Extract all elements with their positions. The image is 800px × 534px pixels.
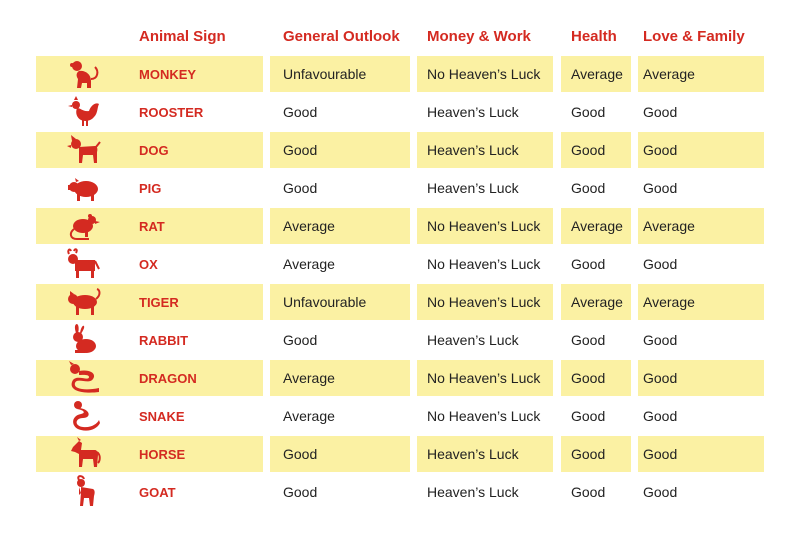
dragon-icon	[67, 361, 101, 395]
animal-sign-name: PIG	[139, 180, 162, 196]
health-value: Good	[561, 132, 631, 168]
pig-icon	[67, 171, 101, 205]
animal-sign-name: TIGER	[131, 284, 263, 320]
animal-icon-cell	[36, 208, 132, 244]
header-love-family: Love & Family	[643, 28, 745, 45]
health-value: Good	[571, 180, 606, 196]
snake-icon	[67, 399, 101, 433]
money-work-value: Heaven’s Luck	[427, 104, 519, 120]
table-row	[0, 284, 800, 320]
health-value: Average	[561, 208, 631, 244]
general-outlook-value: Unfavourable	[270, 56, 410, 92]
money-work-value: No Heaven’s Luck	[417, 208, 553, 244]
header-health: Health	[571, 28, 617, 45]
general-outlook-value: Average	[283, 408, 335, 424]
animal-icon-cell	[36, 132, 132, 168]
love-family-value: Good	[643, 104, 678, 120]
header-money-work: Money & Work	[427, 28, 531, 45]
table-row	[0, 132, 800, 168]
horse-icon	[67, 437, 101, 471]
money-work-value: Heaven’s Luck	[427, 180, 519, 196]
header-general-outlook: General Outlook	[283, 28, 400, 45]
money-work-value: No Heaven’s Luck	[427, 408, 541, 424]
animal-sign-name: HORSE	[131, 436, 263, 472]
animal-sign-name: RAT	[131, 208, 263, 244]
money-work-value: Heaven’s Luck	[427, 484, 519, 500]
health-value: Good	[571, 332, 606, 348]
animal-sign-name: MONKEY	[131, 56, 263, 92]
animal-icon-cell	[36, 284, 132, 320]
general-outlook-value: Average	[270, 208, 410, 244]
money-work-value: No Heaven’s Luck	[427, 256, 541, 272]
love-family-value: Good	[638, 132, 764, 168]
health-value: Average	[561, 56, 631, 92]
monkey-icon	[67, 57, 101, 91]
general-outlook-value: Unfavourable	[270, 284, 410, 320]
ox-icon	[67, 247, 101, 281]
table-row	[0, 94, 800, 130]
love-family-value: Good	[643, 484, 678, 500]
animal-icon-cell	[36, 436, 132, 472]
table-row	[0, 398, 800, 434]
table-row	[0, 436, 800, 472]
general-outlook-value: Good	[283, 180, 318, 196]
general-outlook-value: Good	[270, 436, 410, 472]
general-outlook-value: Good	[283, 332, 318, 348]
dog-icon	[67, 133, 101, 167]
money-work-value: No Heaven’s Luck	[417, 56, 553, 92]
animal-icon-cell	[36, 94, 132, 130]
table-row	[0, 246, 800, 282]
table-row	[0, 208, 800, 244]
animal-sign-name: RABBIT	[139, 332, 189, 348]
love-family-value: Good	[638, 360, 764, 396]
animal-icon-cell	[36, 322, 132, 358]
health-value: Good	[571, 408, 606, 424]
animal-icon-cell	[36, 360, 132, 396]
animal-icon-cell	[36, 170, 132, 206]
love-family-value: Good	[638, 436, 764, 472]
goat-icon	[67, 475, 101, 509]
love-family-value: Good	[643, 408, 678, 424]
health-value: Average	[561, 284, 631, 320]
money-work-value: Heaven’s Luck	[417, 132, 553, 168]
health-value: Good	[561, 360, 631, 396]
animal-icon-cell	[36, 398, 132, 434]
table-row	[0, 322, 800, 358]
general-outlook-value: Good	[283, 104, 318, 120]
health-value: Good	[571, 104, 606, 120]
love-family-value: Good	[643, 180, 678, 196]
health-value: Good	[571, 256, 606, 272]
rabbit-icon	[67, 323, 101, 357]
table-row	[0, 170, 800, 206]
love-family-value: Average	[638, 208, 764, 244]
animal-sign-name: DRAGON	[131, 360, 263, 396]
love-family-value: Good	[643, 256, 678, 272]
money-work-value: No Heaven’s Luck	[417, 360, 553, 396]
animal-icon-cell	[36, 474, 132, 510]
love-family-value: Good	[643, 332, 678, 348]
animal-sign-name: GOAT	[139, 484, 176, 500]
general-outlook-value: Average	[283, 256, 335, 272]
table-row	[0, 56, 800, 92]
animal-icon-cell	[36, 246, 132, 282]
rooster-icon	[67, 95, 101, 129]
table-row	[0, 474, 800, 510]
animal-icon-cell	[36, 56, 132, 92]
header-animal-sign: Animal Sign	[139, 28, 226, 45]
animal-sign-name: ROOSTER	[139, 104, 204, 120]
general-outlook-value: Good	[283, 484, 318, 500]
money-work-value: Heaven’s Luck	[417, 436, 553, 472]
love-family-value: Average	[638, 284, 764, 320]
animal-sign-name: SNAKE	[139, 408, 185, 424]
general-outlook-value: Good	[270, 132, 410, 168]
table-row	[0, 360, 800, 396]
health-value: Good	[561, 436, 631, 472]
tiger-icon	[67, 285, 101, 319]
money-work-value: No Heaven’s Luck	[417, 284, 553, 320]
animal-sign-name: OX	[139, 256, 158, 272]
rat-icon	[67, 209, 101, 243]
general-outlook-value: Average	[270, 360, 410, 396]
love-family-value: Average	[638, 56, 764, 92]
money-work-value: Heaven’s Luck	[427, 332, 519, 348]
health-value: Good	[571, 484, 606, 500]
animal-sign-name: DOG	[131, 132, 263, 168]
